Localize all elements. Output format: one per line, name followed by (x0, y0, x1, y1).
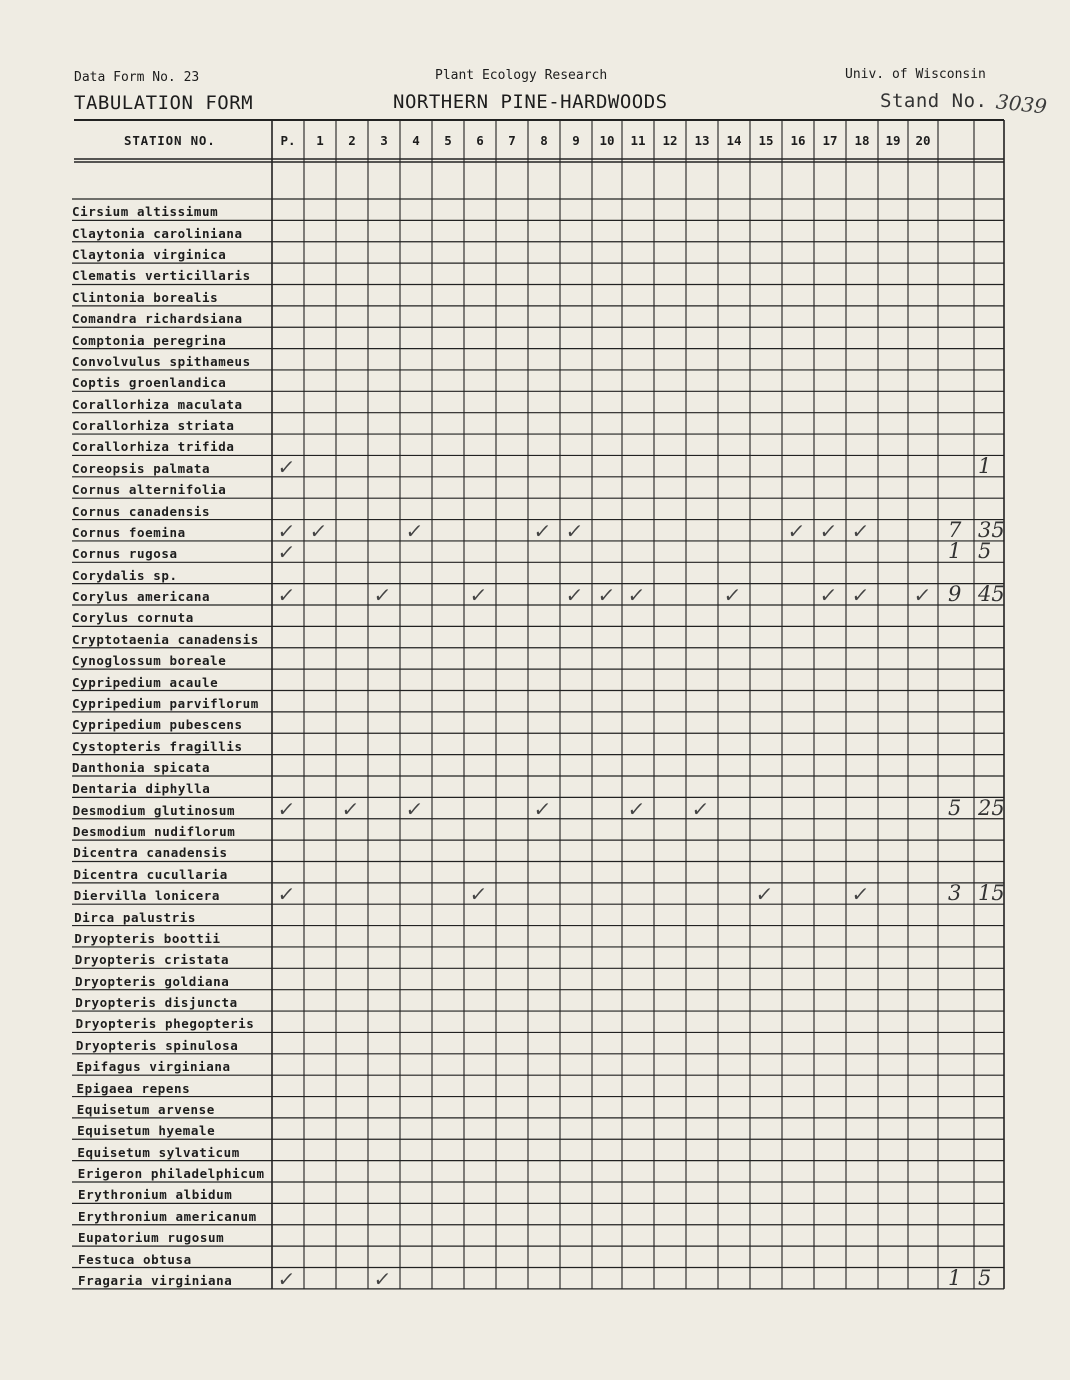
column-header: 13 (694, 133, 710, 148)
species-label: Epifagus virginiana (76, 1059, 231, 1075)
species-label: Dicentra cucullaria (73, 866, 228, 882)
column-header: 20 (915, 133, 931, 148)
species-label: Comptonia peregrina (72, 332, 227, 348)
species-label: Cystopteris fragillis (72, 738, 243, 754)
check-mark: ✓ (850, 518, 871, 543)
form-title: TABULATION FORM (74, 92, 254, 114)
check-mark: ✓ (372, 583, 393, 608)
frequency-count: 9 (948, 582, 962, 607)
column-header: 15 (758, 133, 774, 148)
species-label: Fragaria virginiana (78, 1272, 233, 1288)
species-label: Dryopteris spinulosa (75, 1037, 239, 1053)
species-label: Dryopteris goldiana (75, 973, 230, 989)
check-mark: ✓ (626, 583, 647, 608)
check-mark: ✓ (468, 882, 489, 907)
species-label: Erigeron philadelphicum (77, 1166, 265, 1182)
frequency-percent: 5 (978, 539, 992, 564)
stand-number-handwritten: 3039 (994, 89, 1049, 119)
species-label: Convolvulus spithameus (72, 353, 251, 369)
frequency-count: 7 (948, 517, 962, 542)
column-header: 9 (572, 133, 580, 148)
check-mark: ✓ (912, 583, 933, 608)
column-header: 18 (854, 133, 870, 148)
check-mark: ✓ (308, 518, 329, 543)
check-mark: ✓ (276, 1266, 297, 1291)
species-label: Cornus alternifolia (72, 482, 227, 498)
species-label: Equisetum sylvaticum (77, 1144, 240, 1160)
column-header: 6 (476, 133, 484, 148)
check-mark: ✓ (564, 583, 585, 608)
column-header: 1 (316, 133, 324, 148)
frequency-percent: 35 (978, 517, 1005, 542)
species-label: Clintonia borealis (72, 289, 219, 305)
frequency-percent: 1 (978, 453, 992, 478)
check-mark: ✓ (276, 796, 297, 821)
column-header: 4 (412, 133, 420, 148)
species-label: Comandra richardsiana (72, 311, 243, 327)
check-mark: ✓ (468, 583, 489, 608)
column-header: 5 (444, 133, 452, 148)
species-label: Cryptotaenia canadensis (72, 631, 259, 647)
check-mark: ✓ (372, 1266, 393, 1291)
species-label: Corallorhiza trifida (72, 439, 235, 455)
check-mark: ✓ (626, 796, 647, 821)
species-label: Desmodium nudiflorum (72, 824, 236, 840)
species-label: Clematis verticillaris (72, 268, 251, 284)
species-label: Dirca palustris (74, 909, 196, 925)
column-header: 2 (348, 133, 356, 148)
check-mark: ✓ (690, 796, 711, 821)
check-mark: ✓ (532, 518, 553, 543)
stand-label: Stand No. (880, 90, 988, 112)
check-mark: ✓ (722, 583, 743, 608)
subtitle-top: Plant Ecology Research (435, 68, 608, 83)
species-label: Erythronium albidum (78, 1187, 233, 1203)
column-header: 19 (885, 133, 901, 148)
species-label: Dryopteris cristata (74, 952, 230, 968)
column-header: 11 (630, 133, 646, 148)
frequency-count: 1 (948, 1265, 962, 1290)
check-mark: ✓ (276, 583, 297, 608)
species-label: Epigaea repens (76, 1080, 191, 1096)
species-label: Corydalis sp. (72, 567, 178, 583)
column-header: 8 (540, 133, 548, 148)
check-mark: ✓ (404, 518, 425, 543)
check-mark: ✓ (276, 454, 297, 479)
species-label: Claytonia caroliniana (72, 225, 243, 241)
species-label: Cynoglossum boreale (72, 653, 227, 669)
species-label: Equisetum arvense (76, 1101, 215, 1117)
frequency-count: 5 (948, 795, 962, 820)
institution: Univ. of Wisconsin (845, 67, 986, 82)
check-mark: ✓ (564, 518, 585, 543)
station-number-header: STATION NO. (124, 133, 216, 148)
frequency-percent: 45 (978, 582, 1005, 607)
column-header: 12 (662, 133, 678, 148)
species-label: Corallorhiza striata (72, 418, 235, 434)
species-label: Eupatorium rugosum (78, 1230, 225, 1246)
species-label: Corallorhiza maculata (72, 396, 243, 412)
species-label: Cypripedium pubescens (72, 717, 243, 733)
check-mark: ✓ (276, 540, 297, 565)
species-label: Cornus canadensis (72, 503, 211, 519)
species-label: Coptis groenlandica (72, 375, 227, 391)
check-mark: ✓ (532, 796, 553, 821)
frequency-count: 3 (948, 881, 962, 906)
column-header: 14 (726, 133, 742, 148)
species-label: Dryopteris boottii (74, 930, 221, 946)
check-mark: ✓ (276, 882, 297, 907)
species-label: Diervilla lonicera (73, 888, 221, 904)
species-label: Erythronium americanum (78, 1208, 257, 1224)
species-label: Festuca obtusa (78, 1251, 192, 1267)
frequency-percent: 15 (978, 881, 1005, 906)
species-label: Dicentra canadensis (73, 845, 228, 861)
species-label: Cornus rugosa (72, 546, 178, 562)
species-label: Cypripedium acaule (72, 674, 219, 690)
column-header: 10 (599, 133, 615, 148)
species-label: Cirsium altissimum (72, 204, 219, 220)
species-label: Equisetum hyemale (77, 1123, 216, 1139)
frequency-percent: 25 (978, 795, 1005, 820)
species-label: Desmodium glutinosum (72, 802, 236, 818)
species-label: Cornus foemina (72, 524, 186, 540)
check-mark: ✓ (818, 583, 839, 608)
form-subtitle: NORTHERN PINE-HARDWOODS (393, 91, 668, 113)
column-header: 3 (380, 133, 388, 148)
column-header: 16 (790, 133, 806, 148)
frequency-count: 1 (948, 539, 962, 564)
species-label: Dryopteris disjuncta (75, 995, 238, 1011)
column-header: 7 (508, 133, 516, 148)
species-label: Cypripedium parviflorum (72, 695, 259, 711)
species-label: Dryopteris phegopteris (75, 1016, 255, 1032)
check-mark: ✓ (276, 518, 297, 543)
column-header: P. (280, 133, 296, 148)
check-mark: ✓ (850, 583, 871, 608)
check-mark: ✓ (596, 583, 617, 608)
check-mark: ✓ (850, 882, 871, 907)
column-header: 17 (822, 133, 838, 148)
species-label: Corylus cornuta (72, 610, 194, 626)
species-label: Coreopsis palmata (72, 460, 211, 476)
species-label: Corylus americana (72, 589, 211, 605)
species-label: Claytonia virginica (72, 247, 227, 263)
check-mark: ✓ (786, 518, 807, 543)
check-mark: ✓ (404, 796, 425, 821)
species-label: Danthonia spicata (72, 759, 211, 775)
data-form-number: Data Form No. 23 (74, 70, 200, 85)
check-mark: ✓ (754, 882, 775, 907)
check-mark: ✓ (340, 796, 361, 821)
species-label: Dentaria diphylla (72, 781, 211, 797)
check-mark: ✓ (818, 518, 839, 543)
frequency-percent: 5 (978, 1265, 992, 1290)
